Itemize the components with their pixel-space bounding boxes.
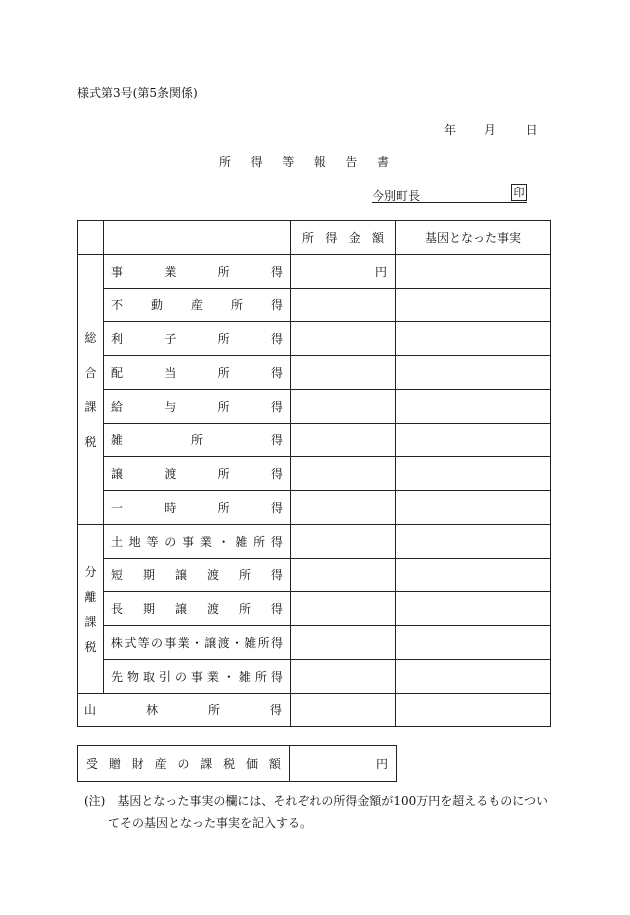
group-label-char: 課: [84, 614, 97, 629]
seal-mark: 印: [511, 184, 527, 201]
income-type-label: [104, 356, 291, 390]
basis-cell[interactable]: [396, 558, 551, 592]
gift-label-text-char: 贈: [108, 757, 121, 771]
table-row: [78, 288, 551, 322]
amount-cell[interactable]: [291, 457, 396, 491]
gift-label-text-char: 産: [154, 757, 167, 771]
income-type-text-char: ・: [230, 635, 243, 650]
amount-cell[interactable]: [291, 626, 396, 660]
income-type-label: [104, 558, 291, 592]
income-type-text-char: の: [150, 635, 163, 650]
income-type-text: [104, 263, 290, 280]
basis-cell[interactable]: [396, 626, 551, 660]
amount-cell[interactable]: [291, 592, 396, 626]
basis-cell[interactable]: [396, 356, 551, 390]
income-type-text-char: 利: [111, 332, 124, 347]
income-type-text: [104, 499, 290, 516]
income-type-text-char: 式: [124, 635, 137, 650]
income-type-text-char: 短: [111, 568, 124, 583]
income-type-text-char: ・: [190, 635, 203, 650]
income-type-text-char: 得: [270, 534, 283, 549]
income-type-label: [104, 322, 291, 356]
income-type-text-char: 得: [270, 500, 283, 515]
gift-table: [77, 745, 397, 782]
document-title: [219, 153, 389, 170]
income-type-text-char: 業: [164, 264, 177, 279]
table-row: [78, 491, 551, 525]
income-type-text-char: 等: [137, 635, 150, 650]
income-type-text-char: 先: [111, 669, 124, 684]
income-type-text-char: 所: [238, 602, 251, 617]
basis-cell[interactable]: [396, 524, 551, 558]
table-row: [78, 592, 551, 626]
amount-cell[interactable]: [291, 659, 396, 693]
income-type-text-char: 所: [217, 332, 230, 347]
income-type-text-char: 得: [270, 433, 283, 448]
income-type-text-char: 渡: [164, 467, 177, 482]
income-type-text-char: 等: [146, 534, 159, 549]
income-type-text-char: 取: [142, 669, 155, 684]
income-type-text-char: 所: [257, 635, 270, 650]
income-type-label: [104, 659, 291, 693]
income-type-text-char: 得: [270, 669, 283, 684]
income-type-text-char: の: [164, 534, 177, 549]
table-row: [78, 423, 551, 457]
note-prefix: (注): [84, 794, 106, 808]
addressee-label: 今別町長: [372, 189, 421, 203]
note-line-2: てその基因となった事実を記入する。: [108, 816, 313, 830]
table-row: [78, 254, 551, 288]
income-type-text-char: 得: [270, 365, 283, 380]
income-type-label: [104, 288, 291, 322]
group-label-char: 税: [84, 640, 97, 655]
table-row: [78, 558, 551, 592]
income-type-text: [104, 600, 290, 617]
group-label-char: 課: [84, 400, 97, 415]
income-type-label: [104, 457, 291, 491]
income-type-label: [104, 491, 291, 525]
income-type-text-char: 得: [270, 332, 283, 347]
addressee-line: [372, 187, 527, 203]
table-row: [78, 693, 551, 727]
amount-cell[interactable]: [291, 491, 396, 525]
gift-label-text-char: 財: [131, 757, 144, 771]
income-type-text-char: 事: [164, 635, 177, 650]
income-type-text-char: 譲: [204, 635, 217, 650]
income-type-label: [104, 592, 291, 626]
income-type-text-char: 地: [128, 534, 141, 549]
income-type-text-char: 給: [111, 399, 124, 414]
income-type-text: [104, 465, 290, 482]
basis-cell[interactable]: [396, 423, 551, 457]
income-type-text-char: 得: [270, 602, 283, 617]
income-type-text-char: 渡: [206, 602, 219, 617]
forest-income-text-char: 山: [84, 703, 97, 718]
income-type-text: [104, 634, 290, 651]
date-month-label: 月: [483, 123, 496, 137]
amount-cell[interactable]: [291, 389, 396, 423]
income-type-text-char: 期: [142, 568, 155, 583]
income-type-text-char: 所: [230, 298, 243, 313]
gift-label-text-char: 額: [268, 757, 281, 771]
basis-cell[interactable]: [396, 254, 551, 288]
income-type-label: [104, 524, 291, 558]
income-type-text: [104, 431, 290, 448]
income-type-text-char: 所: [217, 365, 230, 380]
income-type-text-char: 所: [217, 500, 230, 515]
amount-header-text-char: 金: [348, 230, 361, 245]
income-type-text-char: 得: [270, 635, 283, 650]
forest-income-text-char: 得: [269, 703, 282, 718]
gift-label-text-char: 価: [246, 757, 259, 771]
income-type-text-char: 期: [142, 602, 155, 617]
income-type-text-char: 事: [190, 669, 203, 684]
amount-cell[interactable]: [291, 322, 396, 356]
basis-cell[interactable]: [396, 592, 551, 626]
income-type-text: [104, 364, 290, 381]
date-line: [444, 121, 538, 138]
document-title-text-char: 所: [219, 155, 232, 169]
note: [84, 790, 554, 834]
document-title-text-char: 書: [376, 155, 389, 169]
header-blank-cell: [78, 221, 104, 255]
income-type-text-char: 譲: [174, 602, 187, 617]
forest-income-label: [78, 693, 291, 727]
forest-income-text: [78, 701, 290, 718]
basis-cell[interactable]: [396, 389, 551, 423]
income-type-text-char: 雑: [238, 669, 251, 684]
amount-cell[interactable]: [291, 558, 396, 592]
income-type-text-char: 所: [217, 467, 230, 482]
amount-header-text-char: 所: [302, 230, 315, 245]
basis-cell[interactable]: [396, 322, 551, 356]
income-type-text-char: 渡: [217, 635, 230, 650]
income-type-text-char: 配: [111, 365, 124, 380]
amount-cell[interactable]: [291, 693, 396, 727]
table-row: [78, 524, 551, 558]
income-type-text-char: 株: [111, 635, 124, 650]
income-type-text-char: 得: [270, 467, 283, 482]
document-title-text: [219, 153, 389, 170]
income-type-text-char: 子: [164, 332, 177, 347]
income-type-text-char: ・: [222, 669, 235, 684]
forest-income-text-char: 所: [207, 703, 220, 718]
income-type-text-char: 所: [238, 568, 251, 583]
income-type-text-char: 所: [253, 534, 266, 549]
amount-header: [291, 221, 396, 255]
income-type-text-char: 雑: [235, 534, 248, 549]
income-type-label: [104, 423, 291, 457]
income-type-text-char: 雑: [244, 635, 257, 650]
income-type-text-char: ・: [217, 534, 230, 549]
income-type-text-char: 所: [254, 669, 267, 684]
income-type-text-char: 業: [177, 635, 190, 650]
income-type-text-char: 一: [111, 500, 124, 515]
group-label-char: 合: [84, 365, 97, 380]
table-row: [78, 626, 551, 660]
income-type-text-char: 物: [126, 669, 139, 684]
income-type-label: [104, 626, 291, 660]
income-type-text: [104, 668, 290, 685]
income-type-text-char: 当: [164, 365, 177, 380]
income-type-text: [104, 296, 290, 313]
basis-cell[interactable]: [396, 457, 551, 491]
income-type-text-char: 事: [111, 264, 124, 279]
amount-header-text: [291, 229, 395, 246]
income-type-text: [104, 330, 290, 347]
table-row: [78, 356, 551, 390]
income-type-text-char: 不: [111, 298, 124, 313]
note-line-1: 基因となった事実の欄には、それぞれの所得金額が100万円を超えるものについ: [117, 794, 549, 808]
table-row: [78, 322, 551, 356]
income-type-text-char: 動: [150, 298, 163, 313]
income-type-text-char: 事: [182, 534, 195, 549]
gift-label-text-char: の: [177, 757, 190, 771]
amount-header-text-char: 額: [371, 230, 384, 245]
income-type-text: [104, 398, 290, 415]
gift-label-text-char: 課: [200, 757, 213, 771]
basis-cell[interactable]: [396, 659, 551, 693]
income-type-text-char: 業: [199, 534, 212, 549]
income-type-text: [104, 566, 290, 583]
gift-amount-cell[interactable]: 円: [290, 746, 397, 782]
income-type-text-char: 与: [164, 399, 177, 414]
income-type-text-char: 雑: [111, 433, 124, 448]
gift-label-text-char: 受: [86, 757, 99, 771]
income-type-text-char: 譲: [111, 467, 124, 482]
income-type-text-char: 業: [206, 669, 219, 684]
amount-cell[interactable]: [291, 288, 396, 322]
income-type-text-char: 引: [158, 669, 171, 684]
income-type-text-char: 時: [164, 500, 177, 515]
table-row: [78, 746, 397, 782]
header-blank-cell: [104, 221, 291, 255]
group-label-char: 総: [84, 330, 97, 345]
table-row: [78, 659, 551, 693]
amount-header-text-char: 得: [325, 230, 338, 245]
income-type-text-char: 得: [270, 264, 283, 279]
income-type-text-char: の: [174, 669, 187, 684]
amount-cell[interactable]: 円: [291, 254, 396, 288]
gift-label-text-char: 税: [223, 757, 236, 771]
amount-cell[interactable]: [291, 423, 396, 457]
income-type-label: [104, 389, 291, 423]
income-table: [77, 220, 551, 727]
general-taxation-group-label: [78, 254, 104, 524]
document-title-text-char: 得: [250, 155, 263, 169]
income-type-text-char: 産: [190, 298, 203, 313]
income-type-text-char: 所: [217, 399, 230, 414]
group-label-char: 離: [84, 589, 97, 604]
table-header-row: [78, 221, 551, 255]
table-row: [78, 389, 551, 423]
separate-taxation-group-label: [78, 524, 104, 693]
income-type-text-char: 得: [270, 399, 283, 414]
document-title-text-char: 等: [282, 155, 295, 169]
table-row: [78, 457, 551, 491]
gift-label: [78, 746, 290, 782]
form-number: 様式第3号(第5条関係): [77, 86, 198, 100]
basis-header: 基因となった事実: [396, 221, 551, 255]
document-title-text-char: 告: [345, 155, 358, 169]
income-type-text-char: 得: [270, 298, 283, 313]
income-type-text-char: 土: [111, 534, 124, 549]
amount-cell[interactable]: [291, 356, 396, 390]
date-day-label: 日: [525, 123, 538, 137]
group-label-char: 分: [84, 564, 97, 579]
income-type-text: [104, 533, 290, 550]
basis-cell[interactable]: [396, 288, 551, 322]
income-type-text-char: 所: [217, 264, 230, 279]
amount-cell[interactable]: [291, 524, 396, 558]
income-type-text-char: 譲: [174, 568, 187, 583]
gift-label-text: [78, 755, 289, 772]
group-label-char: 税: [84, 435, 97, 450]
date-year-label: 年: [444, 123, 457, 137]
forest-income-text-char: 林: [145, 703, 158, 718]
basis-cell[interactable]: [396, 693, 551, 727]
income-type-text-char: 長: [111, 602, 124, 617]
income-type-text-char: 得: [270, 568, 283, 583]
basis-cell[interactable]: [396, 491, 551, 525]
income-type-label: [104, 254, 291, 288]
income-type-text-char: 所: [190, 433, 203, 448]
document-title-text-char: 報: [313, 155, 326, 169]
income-type-text-char: 渡: [206, 568, 219, 583]
